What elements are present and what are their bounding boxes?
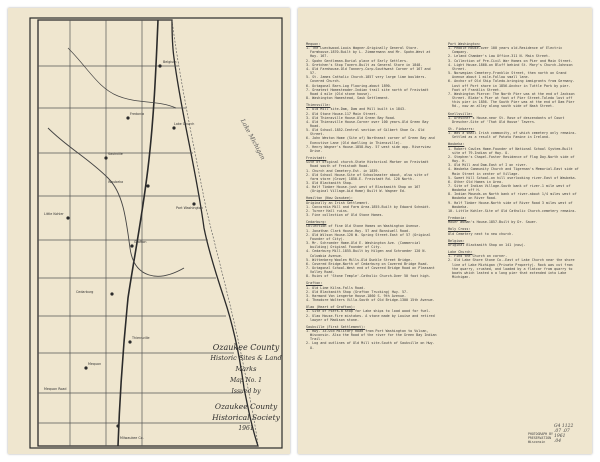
place-label: Waubeka — [108, 180, 124, 184]
legend-section-title: Holy Cross: — [448, 227, 471, 232]
legend-entry: 1. The Lueckwood-Louis Wagner-Originally General Store. Farmhouse-1870-Built by L. Zimmermann and Mr. Spohn-West at Hwy. 167. — [306, 46, 431, 59]
legend-entry: 8. Indian Mounds-on North bank of river-about 1/4 miles west of Waubeka on River Road. — [448, 192, 577, 201]
catalog-line: .07 .07 — [554, 429, 570, 434]
legend-column-left — [306, 42, 438, 353]
legend-entry: 4. Cedarburg Mill-1855-Built by Hilgen and Schroeder 120 N. Columbia Avenue. — [306, 249, 427, 258]
legend-section-title: St. Finbarrs: — [448, 126, 475, 131]
legend-section-title: Waubeka: — [448, 142, 465, 147]
issued-by: Issued by — [231, 388, 261, 395]
legend-entry: Site of original church-State Historical Marker on Freistadt Road south of Freistadt Road. — [306, 160, 429, 169]
place-label: Grafton — [134, 240, 147, 244]
place-label: Port Washington — [176, 206, 203, 210]
legend-section — [306, 220, 438, 278]
legend-section — [306, 325, 438, 350]
legend-entry: 2. Old Wilson House-120 W. Spring Street-East of 57 (Original Founder of City). — [306, 232, 431, 241]
map-year: 1961 — [238, 425, 254, 432]
highway — [118, 20, 158, 446]
issuer: Ozaukee County Historical Society — [212, 402, 280, 422]
legend-entry: 6. John Weston Home (Site of) Northeast corner of Green Bay and Executive Lane (Old dwelling in Thiensville). — [306, 136, 435, 145]
legend-entry: 9. Half Timber House-North side of River Road 3 miles west of Waubeka. — [448, 200, 573, 209]
legend-entry: 3. Mr. Schroeder Home-Old E. Washington Ave. (Commercial building) Original Founder of City. — [306, 241, 421, 250]
legend-section — [448, 216, 580, 224]
legend-entry: 6. Anchor of Old Ship Toledo-bringing immigrants from Germany-Lost off Port shore in 1856-Anchor in Tuttle Park by pier. Foot of Franklin Street. — [448, 79, 575, 92]
legend-section-title: Lake Church: — [448, 250, 473, 255]
legend-entry: 7. Site of Indian Village-South bank of river-1 mile west of Waubeka off H. — [448, 184, 571, 193]
legend-entry: 3. Collection of Pre-Civil War Homes on Pier and Main Street. — [448, 58, 573, 63]
legend-entry: 1. Jonathan Clark House-Hwy. 57 and Bonniwell Road. — [306, 228, 411, 233]
legend-column-right — [448, 42, 580, 282]
legend-entry: 5. St. James Catholic Church-1857 very large lime boulders-Covered Church. — [306, 75, 427, 84]
legend-section-title: Grafton: — [306, 281, 323, 286]
legend-entry: 3. Harmond Von Lengerke House-1860 S. 9th Avenue. — [306, 293, 407, 298]
legend-entry: Old Cemetery next to new church. — [448, 231, 514, 236]
legend-entry: 2. Stephen's Chapel-Foster Residence of Flag Day-North side of Hwy. H. — [448, 154, 575, 164]
legend-entry: 7. Washington Pierce: The North Pier was at the end of Jackson Street. Blake's Pier at foot of Pier Street-Toledo lost off this pier in 1856. The South Pier was at the end of Dam Pier Rd., now an alley along south side of Nash Street. — [448, 91, 575, 109]
legend-entry: 7. Octagonal School-West end of Covered Bridge Road on Pleasant Valley Road. — [306, 265, 435, 275]
legend-entry: 1. Robert Cowles Home-Founder of National School System-Built site of 79-Indian of Hwy. O. — [448, 146, 573, 155]
legend-entry: 5. Sweet Hill School-on hill overlooking river-East of Waubeka. — [448, 175, 577, 180]
legend-entry: 7. Henry Wagner's House-1858-Hwy. 57 west side app. Riverview Drive. — [306, 144, 431, 153]
legend-entry: 1. Drescher's House-near St. Rose of descendants of Count Drescher-Site of 'That Old House' Tavern. — [448, 115, 565, 124]
stamp-line: Wisconsin — [528, 440, 546, 444]
legend-entry: Mauer Woman's House-1857-Built by Dr. Sauer. — [448, 220, 538, 225]
legend-section — [306, 305, 438, 322]
legend-entry: 3. Old Mill and Dam-East of I on river. — [448, 163, 528, 168]
legend-entry: 2. Old Blacksmith Shop (Grafton Trucking) Hwy. 57. — [306, 289, 409, 294]
catalog-number — [554, 424, 573, 444]
legend-entry: 2. Leland Chamber's Law Office-311 N. Main Street. — [448, 54, 551, 59]
catalog-line: 1961 — [554, 434, 566, 439]
legend-entry: 1. Church and Cemetery-Est. in 1839. — [306, 168, 380, 173]
place-label: Milwaukee Co. — [120, 436, 144, 440]
legend-section-title: Mequon: — [306, 42, 321, 46]
place-label: Lake Church — [174, 122, 195, 126]
legend-section-title: Belgium: — [448, 238, 465, 243]
legend-section — [306, 281, 438, 302]
stamp-line: PRESERVATION — [528, 436, 552, 440]
place-label: Saukville — [108, 152, 123, 156]
lake-label: Lake Michigan — [238, 117, 267, 162]
legend-entry: 4. Half Timber House-just west of Blacksmith Shop on 167 (Original Village-Aid Home) Built W. Wagner Ed. — [306, 185, 421, 194]
sauk-creek — [68, 48, 176, 108]
legend-entry: Originally an Irish Settlement. — [306, 200, 370, 205]
legend-entry: 2. Old School House-Site of Schoolmaster about, also site of farm store (Grove) 1850-E. Freistadt Rd. 120 North. — [306, 172, 429, 181]
legend-entry: 1. Site of Piers-a stop for Lake ships to load wood for fuel. — [306, 309, 431, 314]
legend-entry: 5. Old School-1852-Central section of Gilbert Shoe Co. Old Street. — [306, 128, 425, 137]
legend-entry: 8. Washington Homestead, Sauk Settlement. — [306, 96, 390, 101]
place-label: Mequon — [88, 362, 102, 366]
legend-section-title: Freistadt: — [306, 156, 327, 161]
legend-section — [306, 196, 438, 217]
place-label: Fredonia — [130, 112, 145, 116]
legend-entry: 4. Old Farmhouse-Old Tannery-Corp-Southwest Corner of 167 and 57. — [306, 66, 431, 76]
milwaukee-river — [48, 128, 184, 276]
legend-entry: 2. Spohn Gentleman-Burial place of Early Settlers. — [306, 58, 409, 63]
legend-entry: Collection of Fine Old Stone Homes on Washington Avenue. — [306, 224, 421, 229]
place-label: Cedarburg — [76, 290, 94, 294]
legend-entry: 2. Log and outlines of Old Mill site-South of Saukville on Hwy. O. — [306, 341, 435, 350]
map-subtitle: Historic Sites & Land Marks — [210, 354, 282, 373]
legend-entry: 6. Covered Bridge-North of Cedarburg on Covered Bridge Road. — [306, 261, 429, 266]
legend-section-title: Knellsville: — [448, 111, 473, 116]
legend-section — [448, 227, 580, 235]
legend-entry: 1. Find the Church on corner. — [448, 254, 508, 259]
legend-entry: 10. Little Kohler-Site of Old Catholic Church-cemetery remains. — [448, 208, 577, 213]
legend-entry: 5. Norwegian Cemetery-Franklin Street, then north on Grand Avenue about 1 mile-Follow small lane. — [448, 71, 567, 80]
legend-sheet — [298, 8, 592, 454]
legend-section — [448, 142, 580, 213]
stamp-line: PHOTOGRAPH BY — [528, 432, 553, 436]
legend-section-title: Hamilton (Now Ozaukee): — [306, 196, 353, 201]
place-label: Little Kohler — [44, 212, 64, 216]
legend-section — [448, 127, 580, 139]
legend-entry: 1. Was a small Irish community, of which cemetery only remains-Settled as a result of Potato Famine in Ireland. — [448, 131, 577, 140]
place-label: Mequon Road — [44, 387, 67, 391]
legend-section-title: Saukville (First Settlement): — [306, 324, 366, 329]
roads-vertical — [70, 20, 145, 446]
legend-entry: 6. Octagonal Barn-Log Flooring-about 1890. — [306, 83, 392, 88]
legend-entry: 3. Old Thiensville House-Old Green Bay Road. — [306, 115, 396, 120]
legend-section-title: Fredonia: — [448, 216, 467, 221]
legend-entry: 4. Waubeka Community Church and Tigerman's Memorial-East side of Main Street in center of Village. — [448, 167, 579, 176]
legend-entry: 7. Greatest Homesteader-Indian trail site north of Freistadt Road 4 mile (Old stone house). — [306, 87, 429, 96]
legend-entry: 4. Theodore Wolters Villa-South of Old Bridge-1300 15th Avenue. — [306, 298, 435, 303]
legend-entry: 1. Concordia Mill and Farm Area-1855-Built by Edward Schmidt. — [306, 204, 431, 209]
place-label: Belgium — [163, 60, 177, 64]
legend-section — [448, 112, 580, 124]
legend-section — [448, 250, 580, 279]
legend-entry: 5. Wittenberg Woolen Mills-Old Dunkle Street Bridge. — [306, 257, 413, 262]
legend-entry: 6. Other Old Homes in Area. — [448, 179, 504, 184]
legend-section — [448, 42, 580, 109]
legend-entry: 3. Old Blacksmith Shop. — [306, 181, 353, 185]
photo-stamp — [528, 432, 553, 444]
place-label: Thiensville — [132, 336, 150, 340]
legend-section-title: Ulao (Heart of Grafton): — [306, 305, 355, 310]
legend-entry: 8. Ruins of 'Stone Temple'-Catholic Church-Over 50 foot high. — [306, 274, 431, 279]
legend-entry: 3. Fine collection of Old Stone Homes. — [306, 213, 384, 218]
catalog-line: G4 1122 — [554, 424, 574, 429]
legend-section-title: Cedarburg: — [306, 220, 327, 225]
legend-section-title: Port Washington: — [448, 42, 481, 46]
legend-section-title: Thiensville: — [306, 103, 331, 108]
legend-entry: 1. Old Lime Kilns-Falls Road. — [306, 285, 366, 290]
legend-entry: 2. Ulao House-Fire mistakes. A stone made by Louise and retired lawyer of Madison stone. — [306, 313, 435, 322]
legend-entry: 2. Old Lake Shore Stone Co.-East of Lake Church near the shore line of Lake Michigan (Private Property). Rock was cut from the quarry, crushed, and loaded by a flatcar from quarry to boats which lasted a a long pier that extended into Lake Michigan. — [448, 258, 575, 279]
site-markers — [66, 64, 195, 427]
catalog-line: .04 — [554, 439, 562, 444]
legend-section — [448, 239, 580, 247]
legend-entry: 1. Old Mill site-Dam, Dam and Mill built in 1843. — [306, 107, 407, 112]
legend-entry: 2. Old Stone House-117 Main Street. — [306, 111, 378, 116]
map-sheet — [8, 8, 290, 454]
legend-section — [306, 42, 438, 100]
legend-entry: 4. Old Thiensville House-Corner over 100 years-Old Green Bay Road. — [306, 119, 429, 128]
map-title: Ozaukee County — [212, 343, 280, 352]
map-title-block — [204, 342, 288, 434]
map-number: Map No. 1 — [230, 377, 262, 384]
legend-entry: Original Blacksmith Shop on 141 (now). — [448, 242, 526, 247]
legend-entry: 4. Light House-1860-on Bluff behind St. Mary's Church-Johnson Street. — [448, 62, 573, 71]
legend-entry: 1. Hwy. 33-Old Military Road from Port Washington to Vulcan, Wisconsin. Also the Road of the river for the Green Bay Indian Trail. — [306, 329, 437, 342]
legend-entry: 1. Pebble House-over 100 years old-Residence of Electric Company. — [448, 46, 563, 55]
legend-section — [306, 103, 438, 153]
legend-entry: 2. Turner Hall ruins. — [306, 208, 349, 213]
legend-entry: 3. Gretchen's Stop Tavern-Built as General Store in 1848. — [306, 62, 423, 67]
legend-section — [306, 156, 438, 193]
